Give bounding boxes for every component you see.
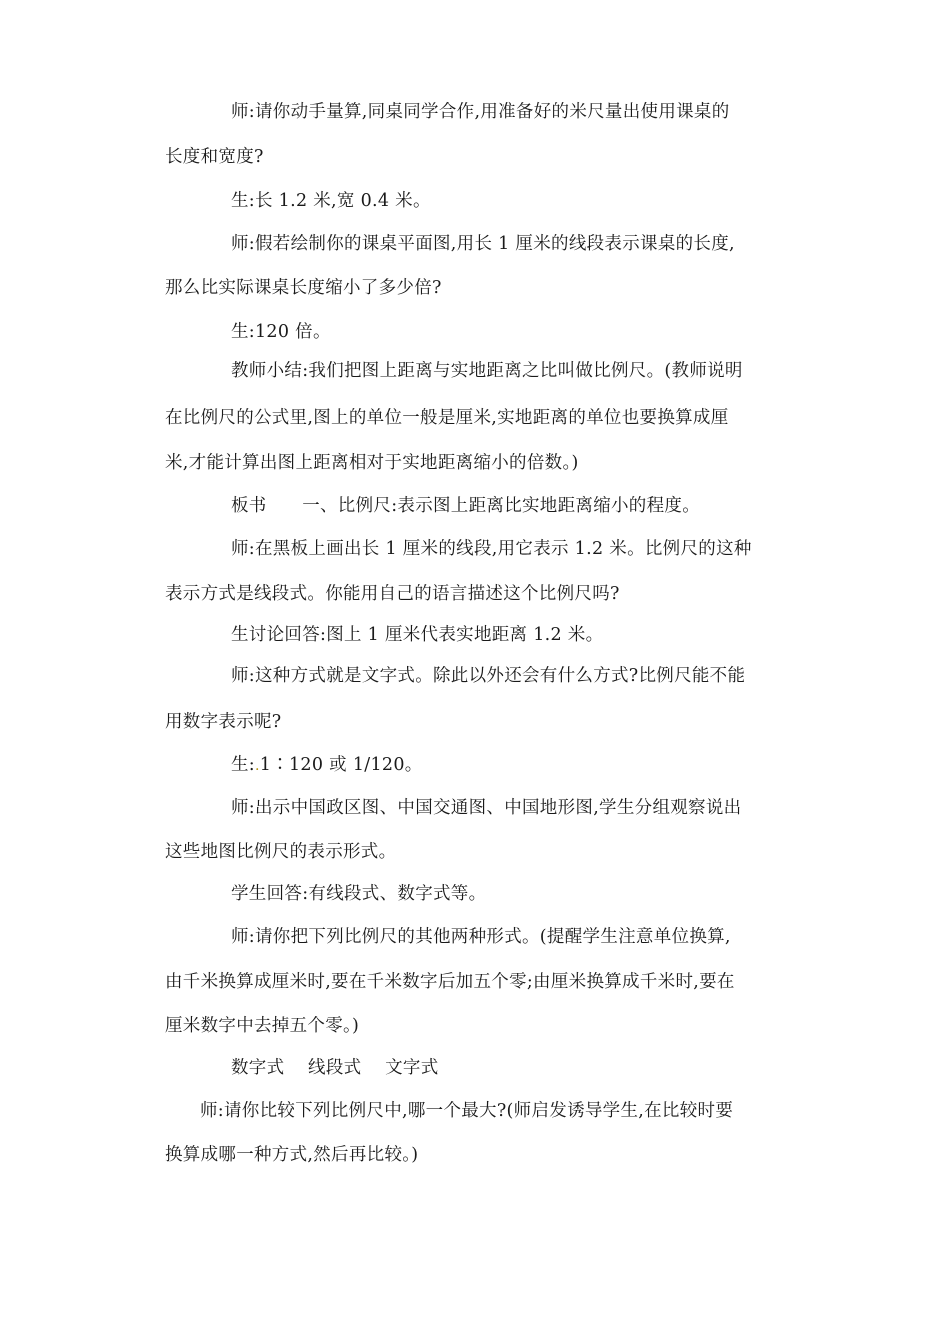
student-label: 生: [231,755,255,775]
paragraph-line: 师:出示中国政区图、中国交通图、中国地形图,学生分组观察说出 [231,798,742,818]
paragraph-line: 表示方式是线段式。你能用自己的语言描述这个比例尺吗? [165,584,620,604]
paragraph-line: 生:120 倍。 [231,322,331,342]
paragraph-line: 厘米数字中去掉五个零。) [165,1016,360,1036]
paragraph-line: 在比例尺的公式里,图上的单位一般是厘米,实地距离的单位也要换算成厘 [165,408,729,428]
paragraph-line: 那么比实际课桌长度缩小了多少倍? [165,278,442,298]
paragraph-line: 生讨论回答:图上 1 厘米代表实地距离 1.2 米。 [231,625,604,645]
paragraph-line: 师:假若绘制你的课桌平面图,用长 1 厘米的线段表示课桌的长度, [231,234,735,254]
paragraph-line [231,753,423,778]
paragraph-line: 由千米换算成厘米时,要在千米数字后加五个零;由厘米换算成千米时,要在 [165,972,735,992]
paragraph-line: 学生回答:有线段式、数字式等。 [231,884,487,904]
paragraph-line: 生:长 1.2 米,宽 0.4 米。 [231,191,431,211]
paragraph-line: 用数字表示呢? [165,712,282,732]
scale-forms-line: 数字式 线段式 文字式 [231,1058,439,1078]
paragraph-line: 这些地图比例尺的表示形式。 [165,842,397,862]
ratio-text: 1∶120 或 1/120。 [259,755,423,775]
paragraph-line: 师:请你比较下列比例尺中,哪一个最大?(师启发诱导学生,在比较时要 [200,1101,734,1121]
paragraph-line: 师:在黑板上画出长 1 厘米的线段,用它表示 1.2 米。比例尺的这种 [231,539,752,559]
board-note-line: 板书 一、比例尺:表示图上距离比实地距离缩小的程度。 [231,496,700,516]
paragraph-line: 米,才能计算出图上距离相对于实地距离缩小的倍数。) [165,453,579,473]
paragraph-line: 师:请你把下列比例尺的其他两种形式。(提醒学生注意单位换算, [231,927,731,947]
paragraph-line: 教师小结:我们把图上距离与实地距离之比叫做比例尺。(教师说明 [231,361,743,381]
paragraph-line: 长度和宽度? [165,147,264,167]
paragraph-line: 换算成哪一种方式,然后再比较。) [165,1145,419,1165]
paragraph-line: 师:请你动手量算,同桌同学合作,用准备好的米尺量出使用课桌的 [231,102,730,122]
paragraph-line: 师:这种方式就是文字式。除此以外还会有什么方式?比例尺能不能 [231,666,746,686]
stray-dot-mark: . [255,758,260,774]
